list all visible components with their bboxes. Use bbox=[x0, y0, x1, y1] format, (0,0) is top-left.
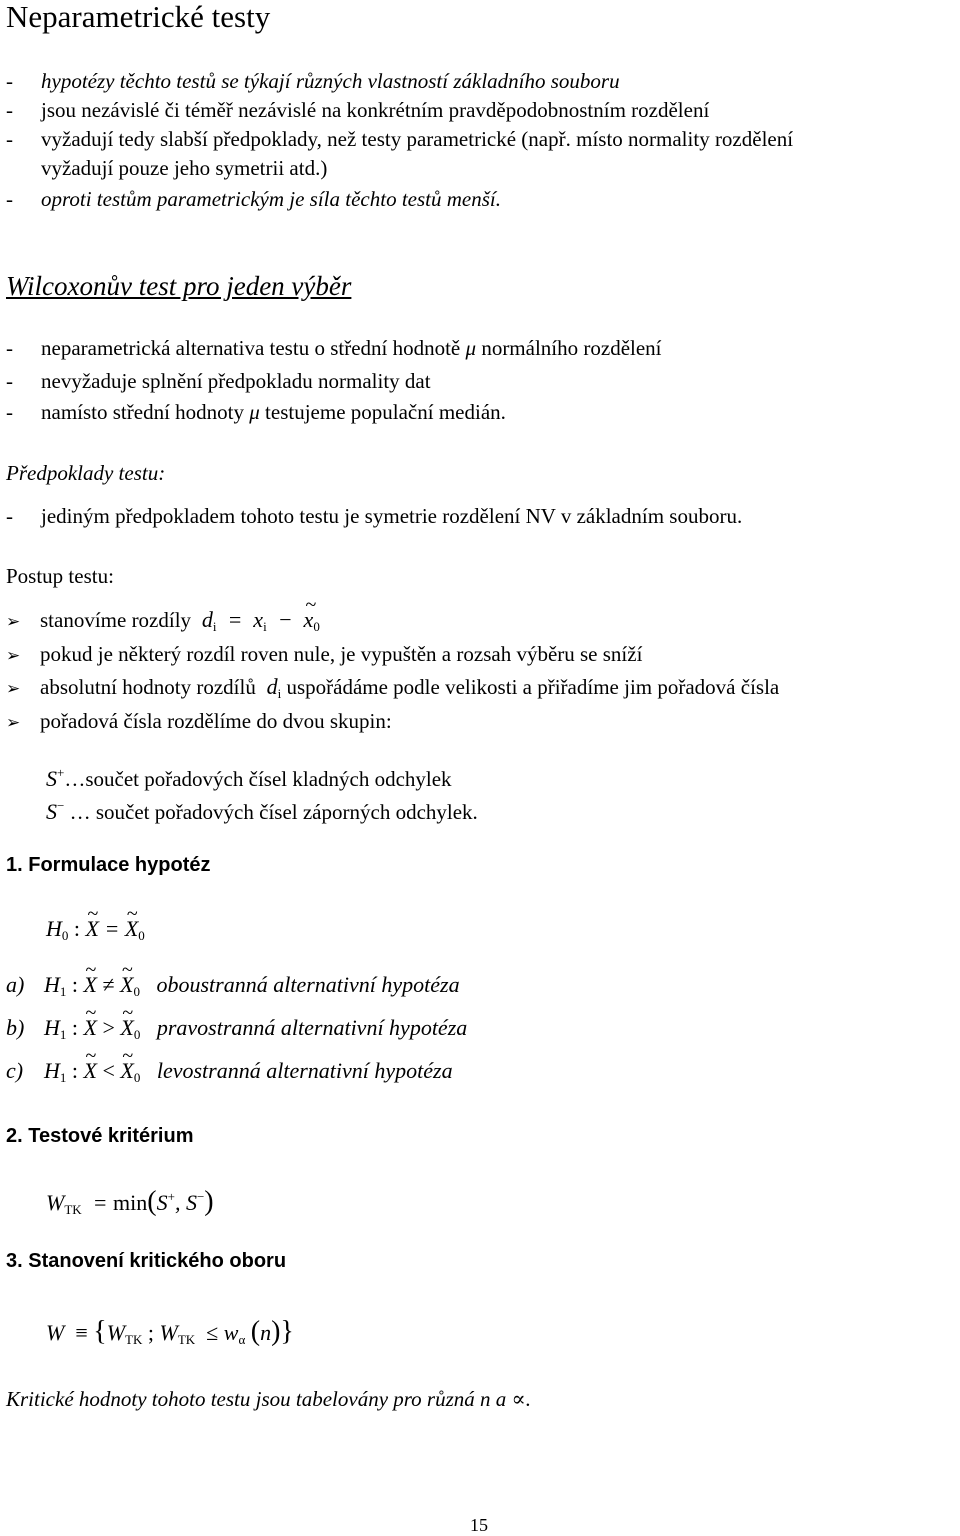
procedure-item: ➢ absolutní hodnoty rozdílů $d_i$ uspořádáme podle velikosti a přiřadíme jim pořadová čísla bbox=[6, 674, 780, 701]
intro-item: - oproti testům parametrickým je síla těchto testů menší. bbox=[6, 187, 501, 211]
arrow-bullet-icon: ➢ bbox=[6, 713, 21, 733]
hypothesis-c: c) $H_1$ : ~ X < ~ $X_0$ levostranná alternativní hypotéza bbox=[6, 1057, 453, 1092]
step-3-heading: 3. Stanovení kritického oboru bbox=[6, 1250, 287, 1272]
difference-formula: $d_i = x_i$ − ~ $x_0$ bbox=[196, 607, 320, 632]
page-number: 15 bbox=[470, 1515, 488, 1535]
assumption-item: - jediným předpokladem tohoto testu je symetrie rozdělení NV v základním souboru. bbox=[6, 504, 743, 528]
test-criterion-formula: $W_{TK} = \min(S^+$, S−) bbox=[46, 1186, 214, 1217]
intro-item: - hypotézy těchto testů se týkají různých vlastností základního souboru bbox=[6, 69, 620, 93]
page-title: Neparametrické testy bbox=[6, 0, 271, 34]
section-point: - neparametrická alternativa testu o střední hodnotě μ normálního rozdělení bbox=[6, 336, 662, 360]
procedure-item: ➢ pořadová čísla rozdělíme do dvou skupin: bbox=[6, 708, 392, 736]
intro-item: - jsou nezávislé či téměř nezávislé na konkrétním pravděpodobnostním rozdělení bbox=[6, 98, 710, 122]
arrow-bullet-icon: ➢ bbox=[6, 679, 21, 699]
arrow-bullet-icon: ➢ bbox=[6, 612, 21, 632]
procedure-item: ➢ stanovíme rozdíly $d_i = x_i$ − ~ $x_0$ bbox=[6, 606, 320, 641]
arrow-bullet-icon: ➢ bbox=[6, 646, 21, 666]
sum-negative: S− … součet pořadových čísel záporných odchylek. bbox=[46, 798, 478, 824]
section-title: Wilcoxonův test pro jeden výběr bbox=[6, 271, 352, 301]
section-point: - namísto střední hodnoty μ testujeme populační medián. bbox=[6, 400, 506, 424]
sum-positive: S+…součet pořadových čísel kladných odchylek bbox=[46, 765, 452, 791]
assumptions-title: Předpoklady testu: bbox=[6, 461, 166, 485]
procedure-item: ➢ pokud je některý rozdíl roven nule, je vypuštěn a rozsah výběru se sníží bbox=[6, 641, 642, 669]
step-1-heading: 1. Formulace hypotéz bbox=[6, 854, 211, 876]
null-hypothesis: $H_0$ : ~ X = ~ $X_0$ bbox=[46, 915, 145, 950]
footer-note: Kritické hodnoty tohoto testu jsou tabelovány pro různá n a ∝. bbox=[6, 1387, 531, 1411]
section-point: - nevyžaduje splnění předpokladu normality dat bbox=[6, 369, 431, 393]
procedure-title: Postup testu: bbox=[6, 564, 114, 588]
intro-item: - vyžadují tedy slabší předpoklady, než testy parametrické (např. místo normality rozdělení bbox=[6, 127, 794, 151]
critical-region-formula: $W \equiv \{W_{TK}$ ; $W_{TK} \le w_\alpha$ (n)} bbox=[46, 1316, 294, 1347]
hypothesis-b: b) $H_1$ : ~ X > ~ $X_0$ pravostranná alternativní hypotéza bbox=[6, 1014, 467, 1049]
hypothesis-a: a) $H_1$ : ~ X ≠ ~ $X_0$ oboustranná alternativní hypotéza bbox=[6, 971, 460, 1006]
step-2-heading: 2. Testové kritérium bbox=[6, 1125, 194, 1147]
intro-item-continued: vyžadují pouze jeho symetrii atd.) bbox=[41, 156, 328, 180]
